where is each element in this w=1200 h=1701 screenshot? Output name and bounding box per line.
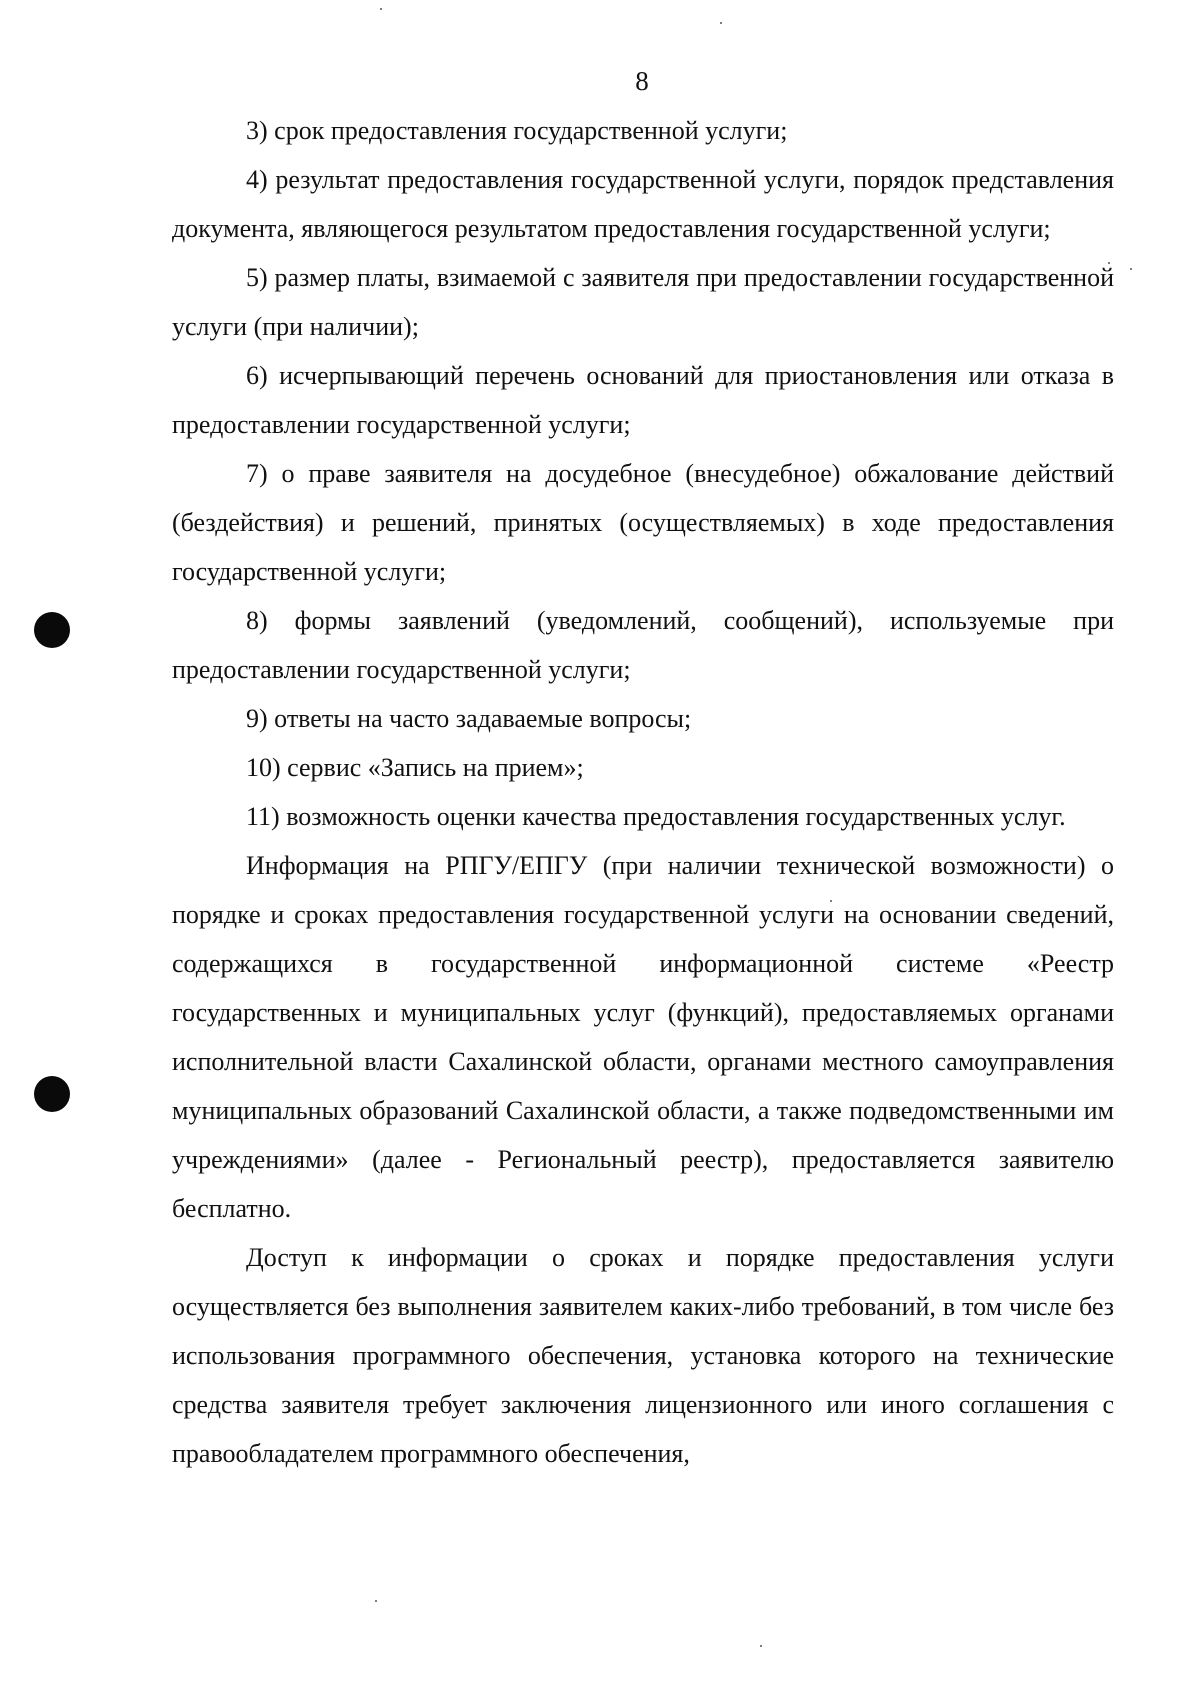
list-item-9: 9) ответы на часто задаваемые вопросы; [246, 704, 692, 733]
scan-speck [380, 8, 382, 10]
punch-hole-upper [34, 612, 70, 648]
scan-speck [1130, 268, 1132, 270]
paragraph-access: Доступ к информации о сроках и порядке предоставления услуги осуществляется без выполнения заявителем каких-либо требований, в том числе без использования программного обеспечения, установка которого на технические средства заявителя требует заключения лицензионного или иного соглашения с правообладателем программного обеспечения, [172, 1243, 1114, 1468]
list-item-10: 10) сервис «Запись на прием»; [246, 753, 584, 782]
scan-speck [720, 22, 722, 24]
list-item-4: 4) результат предоставления государственной услуги, порядок представления документа, являющегося результатом предоставления государственной услуги; [172, 165, 1114, 243]
list-item-7: 7) о праве заявителя на досудебное (внесудебное) обжалование действий (бездействия) и решений, принятых (осуществляемых) в ходе предоставления государственной услуги; [172, 459, 1114, 586]
scan-speck [760, 1645, 762, 1647]
list-item-8: 8) формы заявлений (уведомлений, сообщений), используемые при предоставлении государственной услуги; [172, 606, 1114, 684]
list-item-11: 11) возможность оценки качества предоставления государственных услуг. [246, 802, 1066, 831]
paragraph-information: Информация на РПГУ/ЕПГУ (при наличии технической возможности) о порядке и сроках предоставления государственной услуги на основании сведений, содержащихся в государственной информационной системе «Реестр государственных и муниципальных услуг (функций), предоставляемых органами исполнительной власти Сахалинской области, органами местного самоуправления муниципальных образований Сахалинской области, а также подведомственными им учреждениями» (далее - Региональный реестр), предоставляется заявителю бесплатно. [172, 851, 1114, 1223]
list-item-6: 6) исчерпывающий перечень оснований для приостановления или отказа в предоставлении государственной услуги; [172, 361, 1114, 439]
page-number: 8 [635, 66, 649, 96]
document-body [172, 106, 1114, 1478]
list-item-3: 3) срок предоставления государственной услуги; [246, 116, 788, 145]
list-item-5: 5) размер платы, взимаемой с заявителя при предоставлении государственной услуги (при наличии); [172, 263, 1114, 341]
scan-speck [375, 1600, 377, 1602]
punch-hole-lower [34, 1076, 70, 1112]
